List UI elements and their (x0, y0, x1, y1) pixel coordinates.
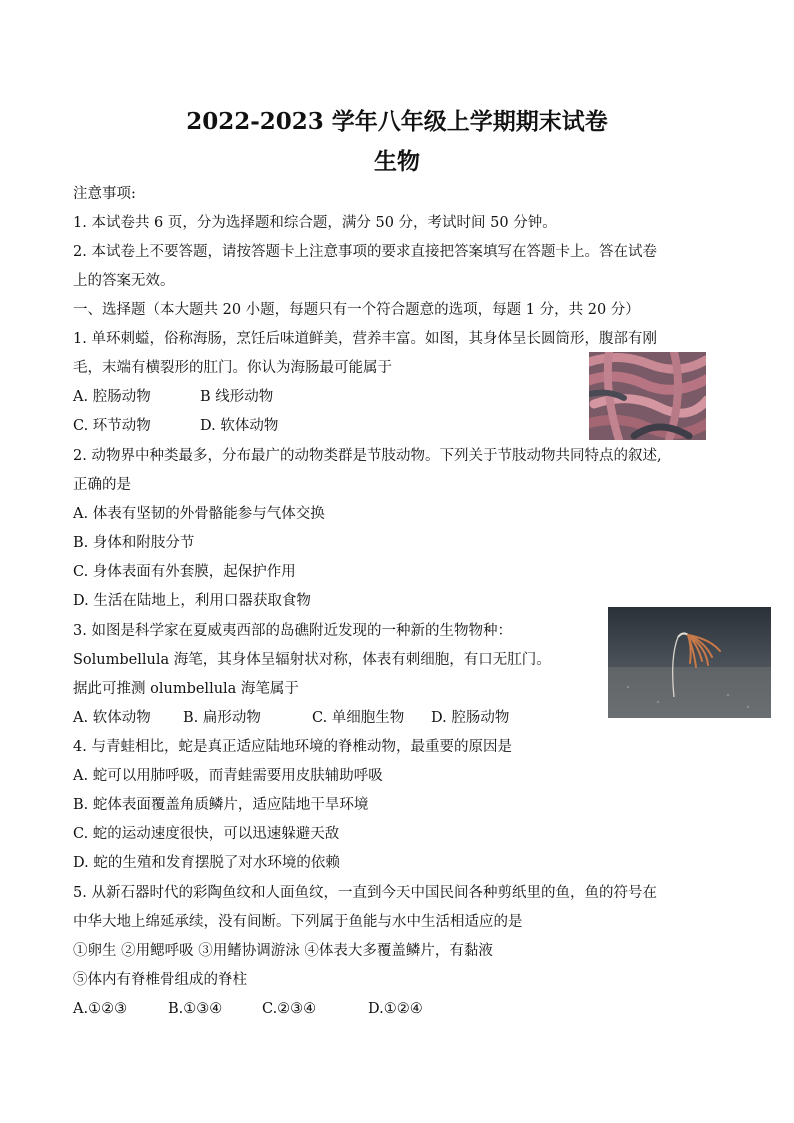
sea-worm-image (589, 352, 706, 440)
section-heading: 一、选择题（本大题共 20 小题，每题只有一个符合题意的选项，每题 1 分，共 20 分） (73, 302, 640, 318)
q5-stem-line-4: ⑤体内有脊椎骨组成的脊柱 (73, 972, 247, 988)
q4-stem: 4. 与青蛙相比，蛇是真正适应陆地环境的脊椎动物，最重要的原因是 (73, 739, 512, 755)
q5-option-a: A.①②③ (73, 1001, 128, 1017)
q3-stem-line-1: 3. 如图是科学家在夏威夷西部的岛礁附近发现的一种新的生物物种： (73, 623, 512, 639)
q1-option-c: C. 环节动物 (73, 418, 151, 434)
q4-option-a: A. 蛇可以用肺呼吸，而青蛙需要用皮肤辅助呼吸 (73, 768, 383, 784)
q5-option-d: D.①②④ (368, 1001, 423, 1017)
q3-option-a: A. 软体动物 (73, 710, 151, 726)
q5-option-c: C.②③④ (262, 1001, 317, 1017)
q1-option-d: D. 软体动物 (200, 418, 279, 434)
q2-stem-line-2: 正确的是 (73, 477, 131, 493)
sea-worm-photo-icon (589, 352, 706, 440)
q5-stem-line-1: 5. 从新石器时代的彩陶鱼纹和人面鱼纹，一直到今天中国民间各种剪纸里的鱼，鱼的符号在 (73, 885, 657, 901)
q1-option-b: B 线形动物 (200, 389, 274, 405)
q3-option-d: D. 腔肠动物 (431, 710, 510, 726)
notice-item-2-line-2: 上的答案无效。 (73, 273, 175, 289)
notice-item-2-line-1: 2. 本试卷上不要答题，请按答题卡上注意事项的要求直接把答案填写在答题卡上。答在试卷 (73, 244, 657, 260)
q1-stem-line-2: 毛，末端有横裂形的肛门。你认为海肠最可能属于 (73, 360, 392, 376)
q3-option-b: B. 扁形动物 (183, 710, 261, 726)
q3-option-c: C. 单细胞生物 (312, 710, 405, 726)
exam-subject: 生物 (374, 148, 420, 175)
q5-stem-line-3: ①卵生 ②用鳃呼吸 ③用鳍协调游泳 ④体表大多覆盖鳞片，有黏液 (73, 943, 493, 959)
sea-pen-photo-icon (608, 607, 771, 718)
q4-option-d: D. 蛇的生殖和发育摆脱了对水环境的依赖 (73, 855, 340, 871)
q1-stem-line-1: 1. 单环刺螠，俗称海肠，烹饪后味道鲜美，营养丰富。如图，其身体呈长圆筒形，腹部有刚 (73, 331, 657, 347)
q5-option-b: B.①③④ (168, 1001, 223, 1017)
q3-stem-line-2: Solumbellula 海笔，其身体呈辐射状对称，体表有刺细胞，有口无肛门。 (73, 652, 551, 668)
q5-stem-line-2: 中华大地上绵延承续，没有间断。下列属于鱼能与水中生活相适应的是 (73, 914, 523, 930)
exam-title: 2022-2023 学年八年级上学期期末试卷 (186, 108, 608, 135)
q1-option-a: A. 腔肠动物 (73, 389, 151, 405)
q3-stem-line-3: 据此可推测 olumbellula 海笔属于 (73, 681, 299, 697)
sea-pen-image (608, 607, 771, 718)
q4-option-c: C. 蛇的运动速度很快，可以迅速躲避天敌 (73, 826, 340, 842)
q2-option-a: A. 体表有坚韧的外骨骼能参与气体交换 (73, 506, 325, 522)
q2-option-d: D. 生活在陆地上，利用口器获取食物 (73, 593, 311, 609)
q2-option-c: C. 身体表面有外套膜，起保护作用 (73, 564, 296, 580)
notice-heading: 注意事项: (73, 186, 136, 202)
q4-option-b: B. 蛇体表面覆盖角质鳞片，适应陆地干旱环境 (73, 797, 369, 813)
notice-item-1: 1. 本试卷共 6 页，分为选择题和综合题，满分 50 分，考试时间 50 分钟。 (73, 215, 557, 231)
q2-stem-line-1: 2. 动物界中种类最多，分布最广的动物类群是节肢动物。下列关于节肢动物共同特点的叙述, (73, 448, 662, 464)
q2-option-b: B. 身体和附肢分节 (73, 535, 195, 551)
